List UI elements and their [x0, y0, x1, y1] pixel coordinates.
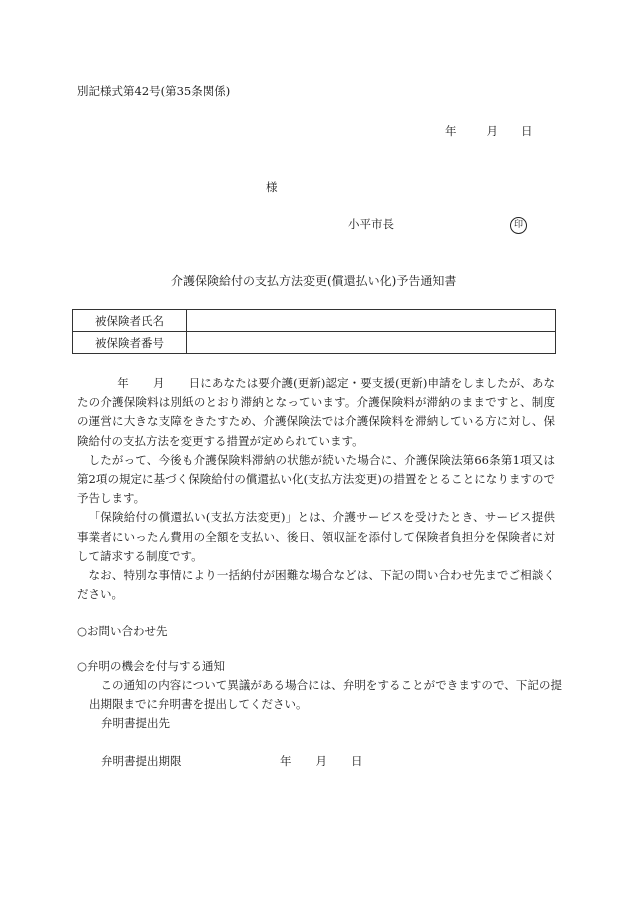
appeal-deadline-date — [280, 752, 363, 771]
seal-mark: 印 — [510, 217, 527, 234]
body-paragraph-1-text: 日にあなたは要介護(更新)認定・要支援(更新)申請をしましたが、あなたの介護保険料は別紙のとおり滞納となっています。介護保険料が滞納のままですと、制度の運営に大きな支障をきたすため、介護保険法では介護保険料を滞納している方に対し、保険給付の支払方法を変更する措置が定められています。 — [77, 376, 556, 448]
insured-number-value — [187, 332, 556, 354]
body-paragraph-2: したがって、今後も介護保険料滞納の状態が続いた場合に、介護保険法第66条第1項又は第2項の規定に基づく保険給付の償還払い化(支払方法変更)の措置をとることになりますので予告します。 — [77, 452, 555, 506]
appeal-submit-to: 弁明書提出先 — [101, 716, 170, 730]
table-row — [73, 332, 556, 354]
header-date-day: 日 — [521, 124, 533, 138]
insured-name-label: 被保険者氏名 — [73, 310, 187, 332]
issuer-name: 小平市長 — [348, 217, 394, 231]
body-date-month: 月 — [152, 376, 165, 390]
body-paragraph-4: なお、特別な事情により一括納付が困難な場合などは、下記の問い合わせ先までご相談ください。 — [77, 568, 555, 602]
deadline-year: 年 — [280, 754, 292, 768]
addressee-suffix: 様 — [266, 180, 278, 194]
form-reference: 別記様式第42号(第35条関係) — [77, 84, 231, 98]
insured-name-value — [187, 310, 556, 332]
document-title: 介護保険給付の支払方法変更(償還払い化)予告通知書 — [171, 274, 457, 288]
insured-number-label: 被保険者番号 — [73, 332, 187, 354]
contact-heading: ○お問い合わせ先 — [77, 624, 168, 638]
notice-body — [77, 374, 555, 604]
header-date — [445, 122, 533, 141]
appeal-text: この通知の内容について異議がある場合には、弁明をすることができますので、下記の提出期限までに弁明書を提出してください。 — [89, 678, 562, 712]
table-row — [73, 310, 556, 332]
appeal-text-block — [89, 676, 562, 714]
appeal-heading: ○弁明の機会を付与する通知 — [77, 659, 226, 673]
body-paragraph-3: 「保険給付の償還払い(支払方法変更)」とは、介護サービスを受けたとき、サービス提供事業者にいったん費用の全額を支払い、後日、領収証を添付して保険者負担分を保険者に対して請求する制度です。 — [77, 510, 555, 563]
insured-info-table — [72, 309, 556, 354]
deadline-day: 日 — [351, 754, 363, 768]
header-date-month: 月 — [486, 124, 498, 138]
deadline-month: 月 — [315, 754, 327, 768]
body-date-year: 年 — [117, 376, 129, 390]
body-paragraph-1 — [77, 374, 555, 451]
header-date-year: 年 — [445, 124, 457, 138]
appeal-deadline-label: 弁明書提出期限 — [101, 754, 182, 768]
